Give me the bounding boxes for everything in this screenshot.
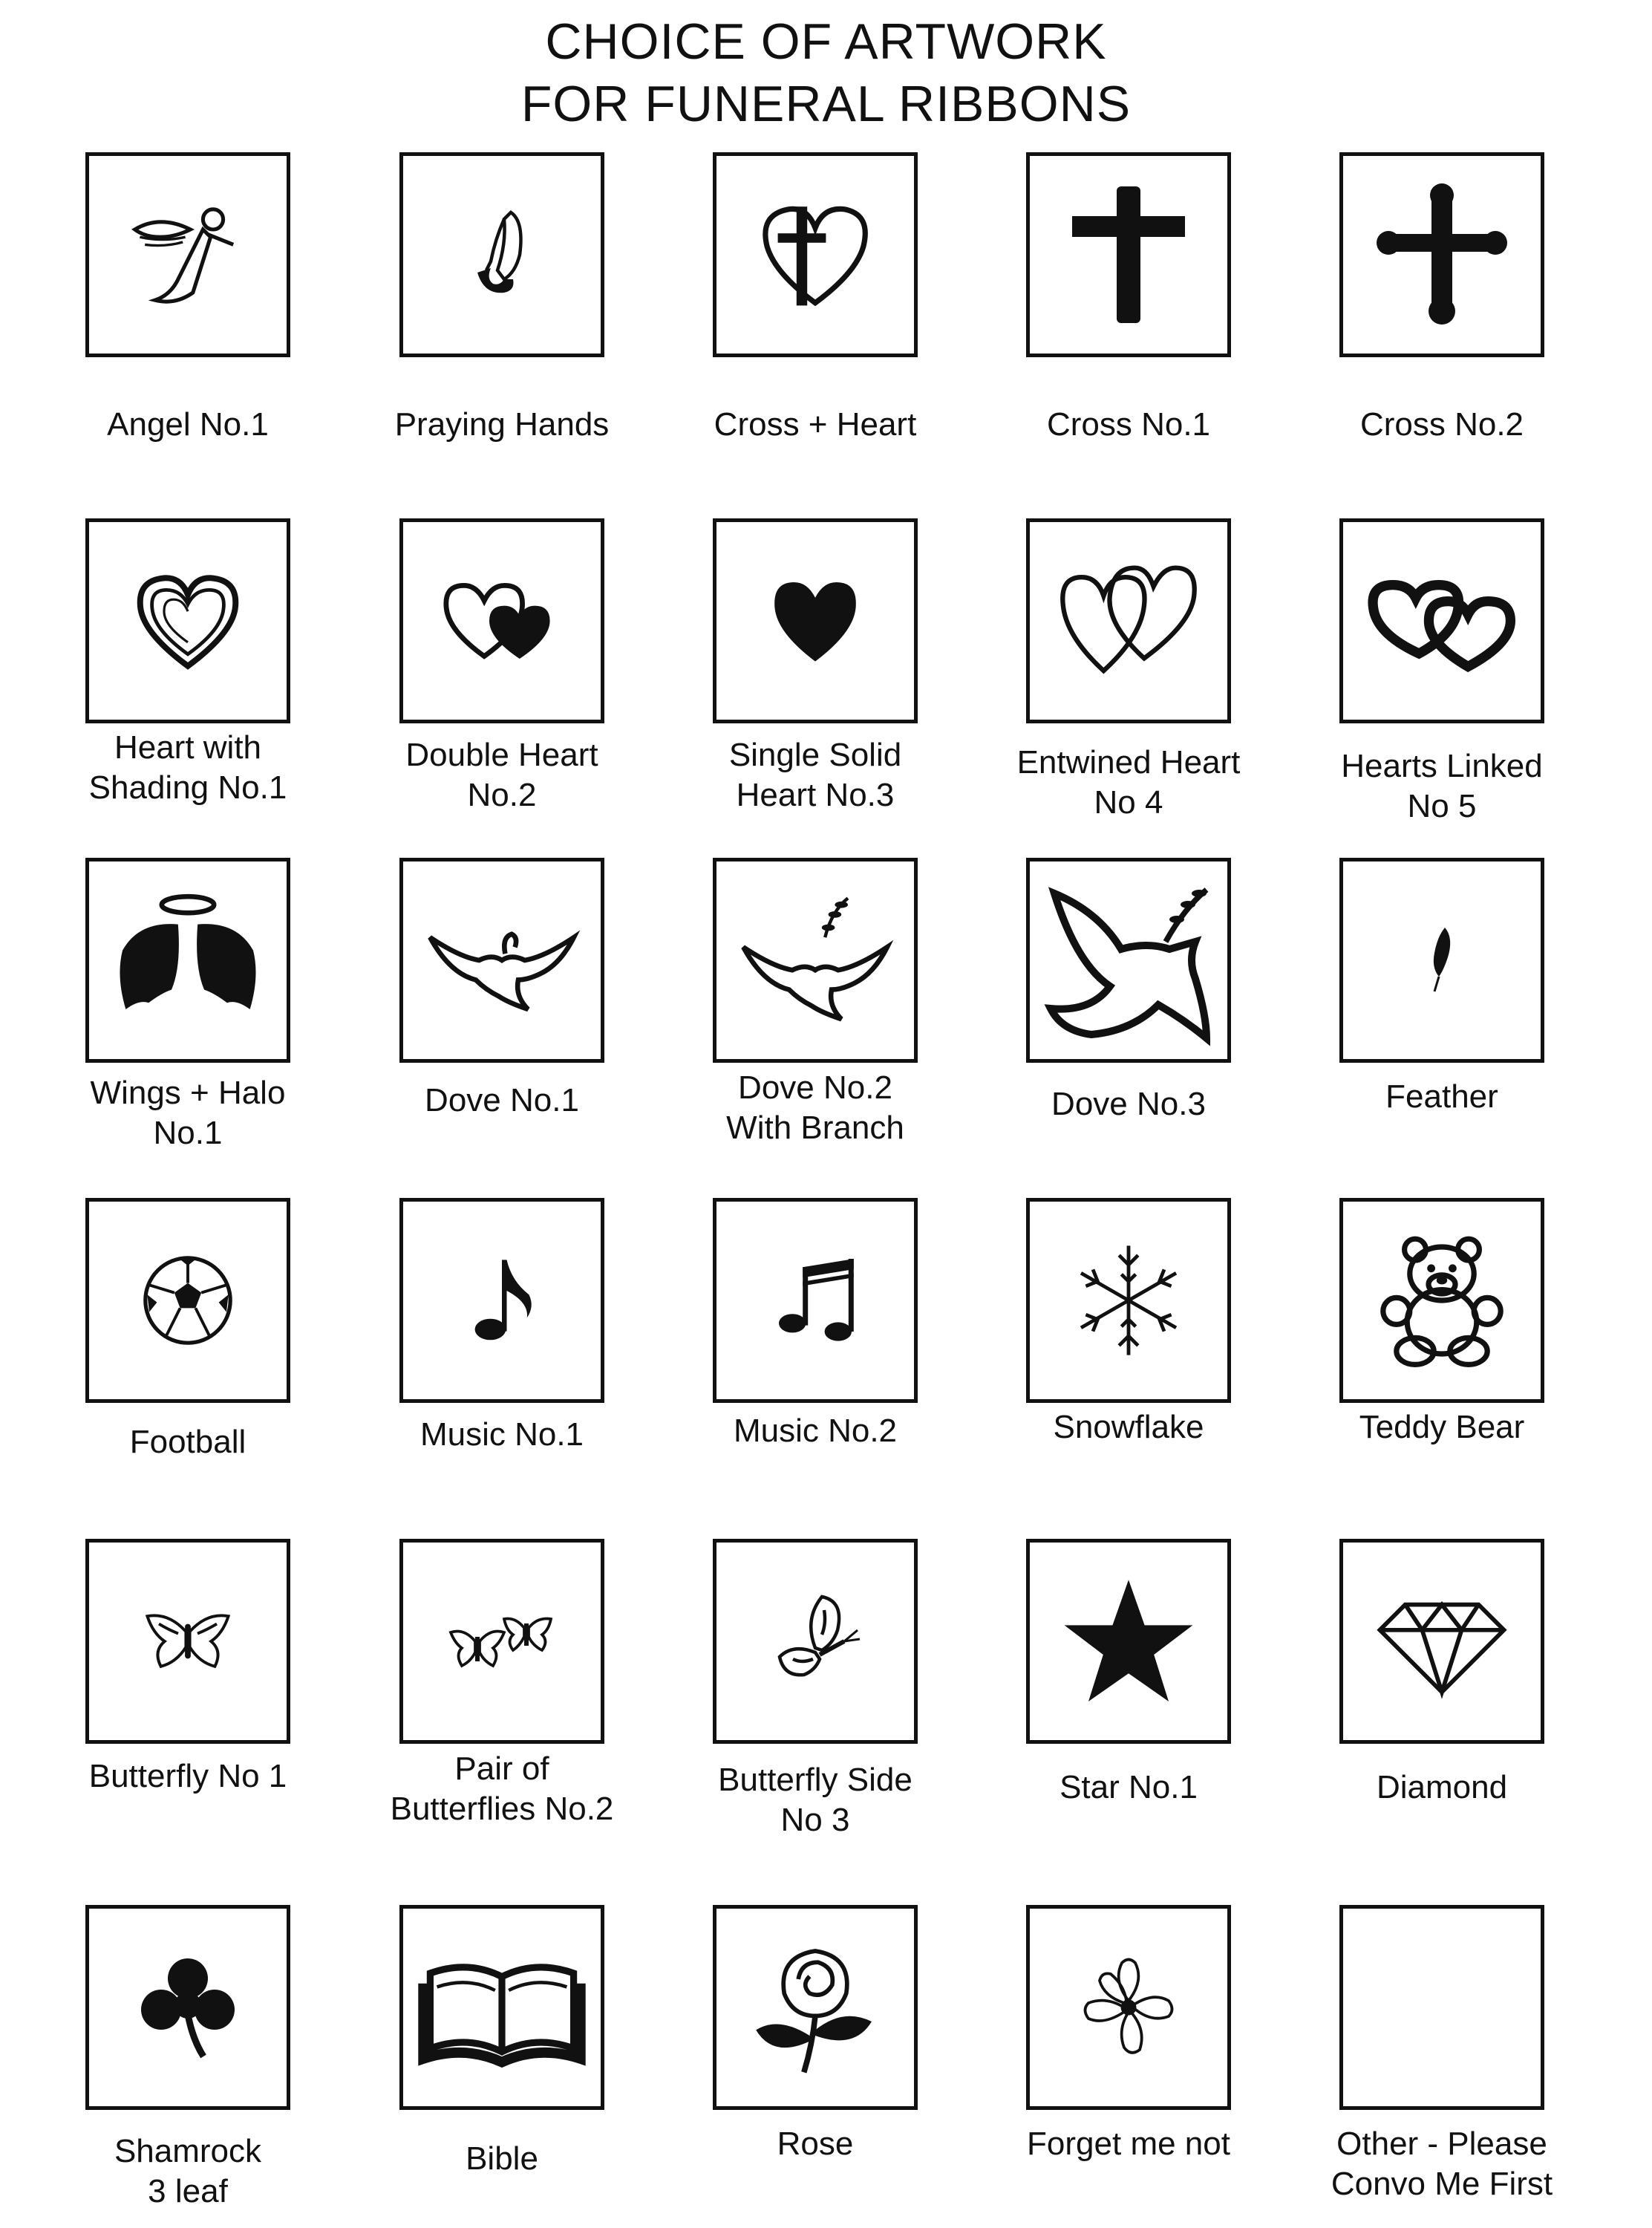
artwork-tile (1026, 1539, 1231, 1744)
artwork-tile (713, 1905, 918, 2110)
artwork-label-line: Music No.1 (419, 1416, 584, 1453)
artwork-label (656, 1760, 975, 1840)
artwork-label-line: Other - Please (1336, 2126, 1547, 2162)
artwork-label-line: Feather (1385, 1078, 1498, 1115)
artwork-label-line: Butterfly No 1 (88, 1758, 287, 1794)
praying-hands-icon (446, 199, 558, 310)
artwork-label-line: Dove No.2 (738, 1069, 892, 1106)
artwork-label-line: Cross + Heart (714, 406, 917, 443)
artwork-label (342, 2139, 662, 2179)
artwork-label (28, 728, 347, 808)
artwork-tile (85, 518, 290, 723)
artwork-label-line: Wings + Halo (90, 1075, 286, 1111)
wings-halo-icon (106, 879, 270, 1042)
artwork-tile (399, 1905, 604, 2110)
artwork-label (1282, 405, 1602, 445)
artwork-tile (1026, 1905, 1231, 2110)
artwork-label-line: Forget me not (1027, 2126, 1230, 2162)
artwork-label (342, 1749, 662, 1829)
solid-heart-icon (767, 573, 863, 669)
artwork-tile (1339, 1905, 1544, 2110)
artwork-label-line: Hearts Linked (1341, 748, 1543, 784)
artwork-label (1282, 1077, 1602, 1117)
butterfly-side-icon (760, 1586, 871, 1697)
artwork-tile (85, 858, 290, 1063)
angel-icon (125, 192, 251, 318)
teddy-bear-icon (1375, 1222, 1509, 1378)
artwork-tile (399, 1539, 604, 1744)
artwork-label-line: No 3 (780, 1802, 850, 1838)
artwork-label-line: Cross No.2 (1359, 406, 1524, 443)
artwork-label-line: Angel No.1 (107, 406, 269, 443)
artwork-label-line: Single Solid (728, 737, 902, 773)
artwork-label-line: No 4 (1094, 784, 1163, 821)
artwork-tile (1339, 1198, 1544, 1403)
page-title (0, 10, 1652, 135)
artwork-label-line: 3 leaf (148, 2173, 228, 2209)
artwork-label (1282, 746, 1602, 827)
artwork-tile (85, 152, 290, 357)
artwork-label-line: No.1 (153, 1115, 223, 1151)
linked-hearts-icon (1360, 539, 1524, 703)
artwork-label (656, 735, 975, 815)
music-note-icon (454, 1237, 550, 1364)
artwork-label-line: Football (129, 1424, 247, 1460)
artwork-label-line: Heart with (114, 729, 262, 766)
artwork-label-line: Cross No.1 (1046, 406, 1211, 443)
artwork-label (342, 405, 662, 445)
artwork-label (656, 2124, 975, 2164)
artwork-label (342, 735, 662, 815)
artwork-tile (1026, 518, 1231, 723)
feather-icon (1405, 908, 1479, 1012)
artwork-label-line: Convo Me First (1331, 2166, 1553, 2202)
artwork-label-line: Heart No.3 (736, 777, 895, 813)
artwork-label (969, 2124, 1288, 2164)
artwork-tile (713, 1198, 918, 1403)
dove-icon (420, 879, 584, 1042)
artwork-label (1282, 1407, 1602, 1447)
forget-me-not-icon (1073, 1952, 1184, 2063)
artwork-tile (1026, 858, 1231, 1063)
artwork-label (1282, 1768, 1602, 1808)
double-heart-icon (439, 558, 565, 684)
bible-icon (417, 1922, 587, 2093)
dove-branch-icon (734, 879, 897, 1042)
artwork-label-line: Double Heart (405, 737, 598, 773)
cross-icon (1054, 169, 1203, 340)
artwork-label-line: Dove No.1 (425, 1082, 579, 1118)
artwork-label (656, 405, 975, 445)
artwork-label-line: Star No.1 (1060, 1769, 1198, 1805)
artwork-label (1282, 2124, 1602, 2204)
artwork-label (969, 1768, 1288, 1808)
star-icon (1062, 1574, 1195, 1708)
artwork-tile (1026, 152, 1231, 357)
artwork-tile (1339, 518, 1544, 723)
rose-icon (745, 1937, 886, 2078)
artwork-label-line: Dove No.3 (1051, 1086, 1206, 1122)
artwork-tile (713, 518, 918, 723)
cross-heart-icon (748, 188, 882, 322)
artwork-label-line: Praying Hands (394, 406, 610, 443)
artwork-label (969, 1084, 1288, 1124)
artwork-label-line: Entwined Heart (1016, 744, 1241, 781)
artwork-label (28, 2131, 347, 2212)
artwork-tile (399, 152, 604, 357)
artwork-tile (85, 1198, 290, 1403)
artwork-label-line: Snowflake (1053, 1409, 1204, 1445)
artwork-tile (1026, 1198, 1231, 1403)
artwork-tile (85, 1539, 290, 1744)
ornate-cross-icon (1368, 173, 1516, 336)
butterflies-pair-icon (446, 1586, 558, 1697)
artwork-tile (713, 858, 918, 1063)
artwork-label (969, 1407, 1288, 1447)
artwork-label (656, 1068, 975, 1148)
artwork-label-line: With Branch (726, 1110, 904, 1146)
entwined-heart-icon (1051, 543, 1207, 699)
title-line-1: CHOICE OF ARTWORK (545, 13, 1107, 70)
artwork-tile (85, 1905, 290, 2110)
artwork-tile (713, 1539, 918, 1744)
artwork-label-line: Rose (777, 2126, 854, 2162)
artwork-label (28, 1422, 347, 1462)
artwork-tile (399, 518, 604, 723)
artwork-label (969, 743, 1288, 823)
title-line-2: FOR FUNERAL RIBBONS (520, 76, 1132, 132)
artwork-tile (1339, 858, 1544, 1063)
artwork-tile (1339, 1539, 1544, 1744)
artwork-tile (1339, 152, 1544, 357)
artwork-tile (713, 152, 918, 357)
artwork-label (656, 1411, 975, 1451)
artwork-label-line: No.2 (467, 777, 537, 813)
artwork-label (28, 405, 347, 445)
artwork-tile (399, 858, 604, 1063)
artwork-label-line: Teddy Bear (1359, 1409, 1525, 1445)
shamrock-icon (132, 1952, 244, 2063)
football-icon (140, 1252, 236, 1349)
music-notes-icon (763, 1248, 867, 1352)
artwork-label (969, 405, 1288, 445)
artwork-label (342, 1081, 662, 1121)
snowflake-icon (1069, 1241, 1188, 1360)
artwork-tile (399, 1198, 604, 1403)
artwork-label-line: Bible (466, 2140, 538, 2177)
dove-outline-icon (1036, 867, 1221, 1053)
artwork-label-line: Music No.2 (733, 1413, 898, 1449)
artwork-label-line: Shading No.1 (88, 769, 287, 806)
artwork-label-line: Butterflies No.2 (390, 1791, 614, 1827)
artwork-label-line: No 5 (1407, 788, 1477, 824)
artwork-label (28, 1756, 347, 1797)
shaded-heart-icon (128, 561, 247, 680)
artwork-label (342, 1415, 662, 1455)
artwork-label-line: Pair of (454, 1750, 549, 1787)
artwork-label-line: Butterfly Side (718, 1762, 912, 1798)
diamond-icon (1371, 1571, 1512, 1712)
butterfly-icon (140, 1593, 236, 1690)
artwork-label-line: Shamrock (114, 2133, 262, 2169)
artwork-label-line: Diamond (1376, 1769, 1508, 1805)
artwork-label (28, 1073, 347, 1153)
